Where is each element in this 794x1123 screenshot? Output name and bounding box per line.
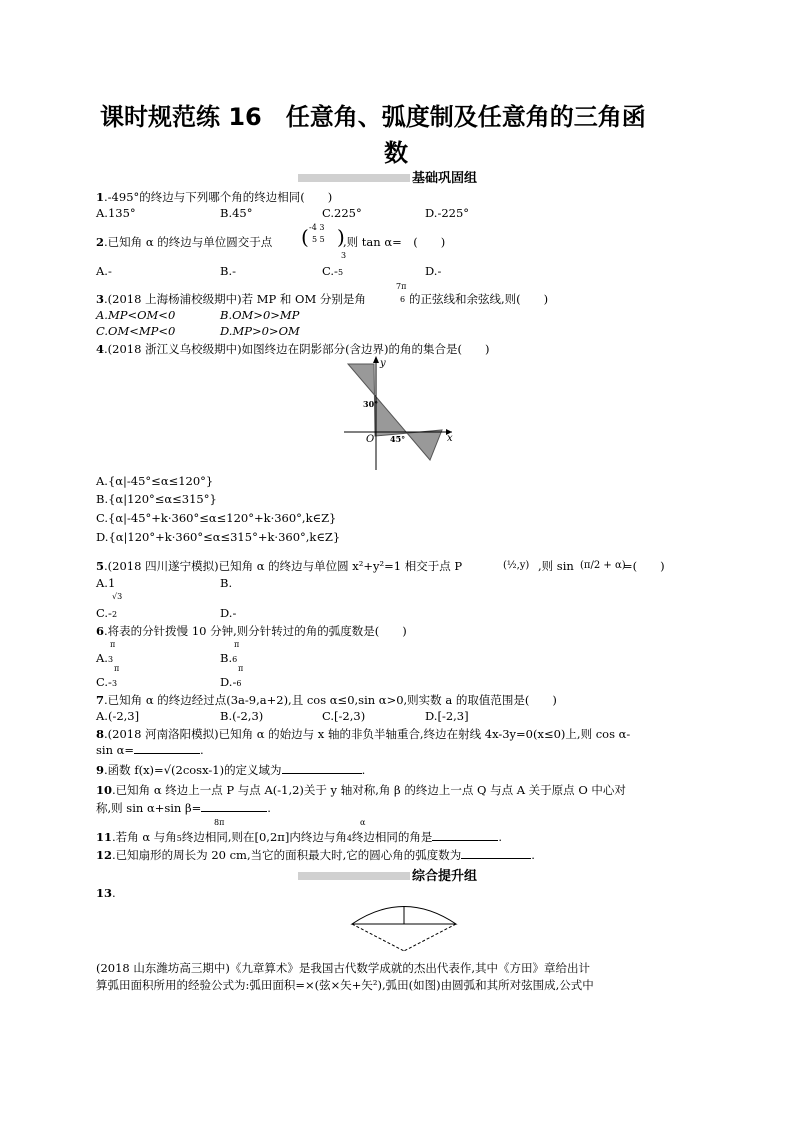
q3-frac-den: 6 xyxy=(400,295,406,304)
question-8-line2: sin α= . xyxy=(96,743,204,757)
q4-option-b: B.{α|120°≤α≤315°} xyxy=(96,492,217,506)
question-4: 4.(2018 浙江义乌校级期中)如图终边在阴影部分(含边界)的角的集合是( ) xyxy=(96,342,490,356)
fig-angle-30: 30° xyxy=(363,399,379,409)
fig-angle-45: 45° xyxy=(390,434,406,444)
q2-option-d: D.- xyxy=(425,264,442,278)
section-bar-2 xyxy=(298,872,410,880)
question-10-line2: 称,则 sin α+sin β= . xyxy=(96,801,271,815)
section-heading: 基础巩固组 xyxy=(412,171,478,186)
q2-frac-num: -4 3 xyxy=(309,223,325,232)
q1-option-a: A.135° xyxy=(96,206,136,220)
q6-option-a: A.3 xyxy=(96,651,114,665)
q3-option-a: A.MP<OM<0 xyxy=(96,308,176,322)
q4-figure xyxy=(330,352,460,474)
q2-option-a: A.- xyxy=(96,264,112,278)
question-7: 7.已知角 α 的终边经过点(3a-9,a+2),且 cos α≤0,sin α>0,则实数 a 的取值范围是( ) xyxy=(96,693,557,707)
q6-b-num: π xyxy=(234,640,240,649)
question-13-line2: 算弧田面积所用的经验公式为:弧田面积=×(弦×矢+矢²),弧田(如图)由圆弧和其所对弦围成,公式中 xyxy=(96,978,594,992)
fig-x-label: x xyxy=(447,433,453,444)
arc-field-figure xyxy=(348,897,460,955)
q6-option-c: C.-3 xyxy=(96,675,118,689)
question-9: 9.函数 f(x)=√(2cosx-1)的定义域为 . xyxy=(96,763,366,777)
fig-origin-label: O xyxy=(366,434,375,445)
q2-option-c: C.-5 xyxy=(322,264,344,278)
q6-option-b: B.6 xyxy=(220,651,238,665)
q6-option-d: D.-6 xyxy=(220,675,242,689)
section-bar xyxy=(298,174,410,182)
shaded-region xyxy=(348,364,442,460)
q3-option-d: D.MP>0>OM xyxy=(220,324,300,338)
q6-a-num: π xyxy=(110,640,116,649)
q11-frac-num: 8π xyxy=(214,818,225,827)
question-2: 2.已知角 α 的终边与单位圆交于点 xyxy=(96,235,273,249)
q3-option-b: B.OM>0>MP xyxy=(220,308,300,322)
q5-point: (½,y) xyxy=(503,560,530,571)
radius-right xyxy=(404,924,456,951)
q1-option-b: B.45° xyxy=(220,206,253,220)
q7-option-a: A.(-2,3] xyxy=(96,709,140,723)
q5-option-c: C.-2 xyxy=(96,606,118,620)
q5-c-num: √3 xyxy=(112,592,123,601)
question-13: 13. xyxy=(96,886,116,900)
y-arrow xyxy=(373,356,379,363)
q4-option-d: D.{α|120°+k·360°≤α≤315°+k·360°,k∈Z} xyxy=(96,530,341,544)
q2-tail: ,则 tan α= ( ) xyxy=(343,235,446,249)
question-3: 3.(2018 上海杨浦校级期中)若 MP 和 OM 分别是角 xyxy=(96,292,366,306)
question-13-line1: (2018 山东潍坊高三期中)《九章算术》是我国古代数学成就的杰出代表作,其中《方田》章给出计 xyxy=(96,961,591,975)
q3-option-c: C.OM<MP<0 xyxy=(96,324,176,338)
q2-option-b: B.- xyxy=(220,264,236,278)
radius-left xyxy=(352,924,404,951)
q1-option-c: C.225° xyxy=(322,206,362,220)
page-title-cont: 数 xyxy=(384,139,408,167)
question-12: 12.已知扇形的周长为 20 cm,当它的面积最大时,它的圆心角的弧度数为 . xyxy=(96,848,535,862)
q3-frac-num: 7π xyxy=(396,282,407,291)
q7-option-b: B.(-2,3) xyxy=(220,709,264,723)
q2-paren-close: ) xyxy=(337,225,345,249)
question-10: 10.已知角 α 终边上一点 P 与点 A(-1,2)关于 y 轴对称,角 β 的终边上一点 Q 与点 A 关于原点 O 中心对 xyxy=(96,783,626,797)
page-title: 课时规范练 16 任意角、弧度制及任意角的三角函 xyxy=(100,103,646,131)
q5-option-a: A.1 xyxy=(96,576,116,590)
q4-option-c: C.{α|-45°+k·360°≤α≤120°+k·360°,k∈Z} xyxy=(96,511,337,525)
q2-frac-den: 5 5 xyxy=(312,235,325,244)
fig-y-label: y xyxy=(380,358,386,369)
q5-sin: ,则 sin xyxy=(538,559,574,573)
q3-tail: 的正弦线和余弦线,则( ) xyxy=(409,292,549,306)
question-8: 8.(2018 河南洛阳模拟)已知角 α 的始边与 x 轴的非负半轴重合,终边在射线 4x-3y=0(x≤0)上,则 cos α- xyxy=(96,727,631,741)
question-5: 5.(2018 四川遂宁模拟)已知角 α 的终边与单位圆 x²+y²=1 相交于点 P xyxy=(96,559,463,573)
q5-option-d: D.- xyxy=(220,606,237,620)
q2-c-num: 3 xyxy=(341,251,347,260)
section-heading-2: 综合提升组 xyxy=(412,869,478,884)
question-1: 1.-495°的终边与下列哪个角的终边相同( ) xyxy=(96,190,333,204)
q7-option-d: D.[-2,3] xyxy=(425,709,469,723)
question-6: 6.将表的分针拨慢 10 分钟,则分针转过的角的弧度数是( ) xyxy=(96,624,407,638)
q5-option-b: B. xyxy=(220,576,233,590)
q7-option-c: C.[-2,3) xyxy=(322,709,366,723)
q5-end: =( ) xyxy=(623,559,665,573)
q6-c-num: π xyxy=(114,664,120,673)
q1-option-d: D.-225° xyxy=(425,206,470,220)
q4-option-a: A.{α|-45°≤α≤120°} xyxy=(96,474,214,488)
q6-d-num: π xyxy=(238,664,244,673)
q11-a-num: α xyxy=(360,818,366,827)
q2-paren: ( xyxy=(301,225,309,249)
question-11: 11.若角 α 与角5终边相同,则在[0,2π]内终边与角4终边相同的角是 . xyxy=(96,830,503,844)
q5-arg: (π/2 + α) xyxy=(580,560,626,571)
